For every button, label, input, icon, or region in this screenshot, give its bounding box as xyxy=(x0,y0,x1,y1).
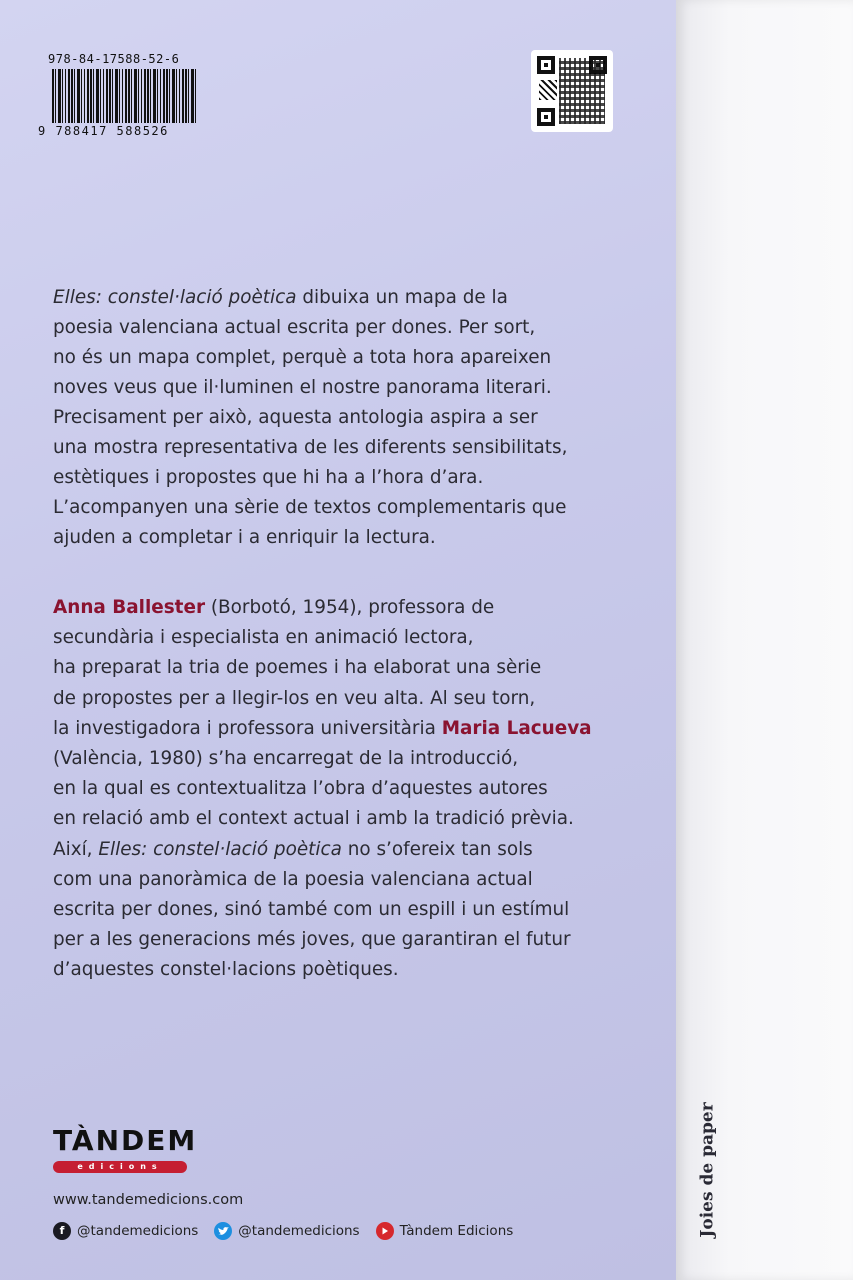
synopsis-line: una mostra representativa de les diferents sensibilitats, xyxy=(53,437,568,458)
authors-text: Així, xyxy=(53,838,99,860)
authors-line: escrita per dones, sinó també com un espill i un estímul xyxy=(53,898,570,920)
isbn-barcode xyxy=(38,52,208,144)
publisher-logo xyxy=(53,1124,198,1177)
synopsis-line: L’acompanyen una sèrie de textos complementaris que xyxy=(53,497,567,518)
author-name-lacueva: Maria Lacueva xyxy=(441,717,592,739)
synopsis-paragraph xyxy=(53,283,653,553)
authors-line xyxy=(53,714,653,744)
book-title-italic: Elles: constel·lació poètica xyxy=(53,287,297,308)
facebook-icon: f xyxy=(53,1222,71,1240)
spine-collection xyxy=(688,1100,728,1240)
qr-finder-top-left xyxy=(537,56,555,74)
youtube-icon xyxy=(376,1222,394,1240)
authors-line: de propostes per a llegir-los en veu alta. Al seu torn, xyxy=(53,687,536,709)
publisher-website[interactable]: www.tandemedicions.com xyxy=(53,1192,244,1208)
facebook-link[interactable] xyxy=(53,1222,198,1240)
synopsis-line: noves veus que il·luminen el nostre panorama literari. xyxy=(53,377,552,398)
book-title-italic: Elles: constel·lació poètica xyxy=(98,838,342,860)
qr-code[interactable] xyxy=(531,50,613,132)
authors-line xyxy=(53,593,653,623)
ean-digits: 9 788417 588526 xyxy=(38,124,169,138)
youtube-link[interactable] xyxy=(376,1222,514,1240)
authors-line: en relació amb el context actual i amb la tradició prèvia. xyxy=(53,808,574,830)
authors-line: per a les generacions més joves, que garantiran el futur xyxy=(53,929,571,951)
authors-line: (València, 1980) s’ha encarregat de la introducció, xyxy=(53,747,519,769)
synopsis-line: Precisament per això, aquesta antologia aspira a ser xyxy=(53,407,538,428)
collection-name: Joies de paper xyxy=(698,1102,719,1238)
youtube-channel: Tàndem Edicions xyxy=(399,1223,514,1239)
synopsis-line: ajuden a completar i a enriquir la lectura. xyxy=(53,527,436,548)
book-spine xyxy=(676,0,853,1280)
twitter-handle: @tandemedicions xyxy=(238,1223,360,1239)
twitter-icon xyxy=(214,1222,232,1240)
qr-modules-left xyxy=(539,80,557,100)
authors-line: d’aquestes constel·lacions poètiques. xyxy=(53,959,399,981)
facebook-handle: @tandemedicions xyxy=(77,1223,199,1239)
synopsis-line: poesia valenciana actual escrita per dones. Per sort, xyxy=(53,317,536,338)
author-name-ballester: Anna Ballester xyxy=(53,597,206,618)
qr-modules xyxy=(559,58,605,124)
authors-line xyxy=(53,835,653,865)
isbn-number: 978-84-17588-52-6 xyxy=(48,52,180,66)
authors-text: la investigadora i professora universitària xyxy=(53,717,442,739)
synopsis-text: dibuixa un mapa de la xyxy=(296,287,508,308)
social-links xyxy=(53,1220,529,1242)
publisher-subtitle: edicions xyxy=(53,1161,187,1173)
authors-line: en la qual es contextualitza l’obra d’aquestes autores xyxy=(53,778,548,800)
synopsis-line: estètiques i propostes que hi ha a l’hora d’ara. xyxy=(53,467,484,488)
authors-line: secundària i especialista en animació lectora, xyxy=(53,627,474,649)
synopsis-line xyxy=(53,283,653,313)
authors-line: com una panoràmica de la poesia valenciana actual xyxy=(53,868,533,890)
twitter-link[interactable] xyxy=(214,1222,359,1240)
synopsis-line: no és un mapa complet, perquè a tota hora apareixen xyxy=(53,347,552,368)
authors-text: no s’ofereix tan sols xyxy=(341,838,533,860)
authors-paragraph xyxy=(53,593,653,985)
barcode-bars xyxy=(52,69,198,123)
authors-line: ha preparat la tria de poemes i ha elaborat una sèrie xyxy=(53,657,542,679)
publisher-name: TÀNDEM xyxy=(53,1124,198,1157)
qr-finder-bottom-left xyxy=(537,108,555,126)
authors-text: (Borbotó, 1954), professora de xyxy=(205,597,495,618)
